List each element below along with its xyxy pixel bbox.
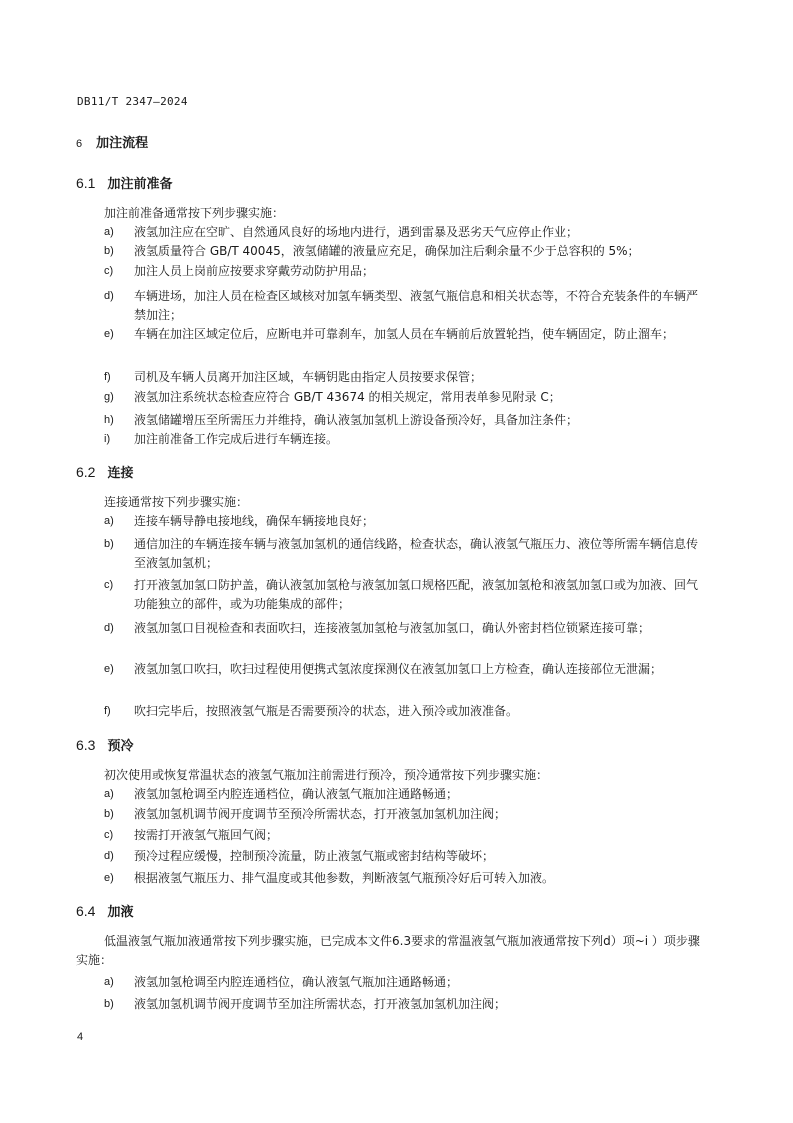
- item-label: f): [104, 371, 111, 383]
- item-text: 司机及车辆人员离开加注区域，车辆钥匙由指定人员按要求保管；: [134, 370, 483, 384]
- item-text: 液氢加氢枪调至内腔连通档位，确认液氢气瓶加注通路畅通；: [134, 975, 459, 989]
- item-label: c): [104, 829, 114, 841]
- item-text: 加注前准备工作完成后进行车辆连接。: [134, 432, 339, 446]
- item-text: 车辆在加注区域定位后，应断电并可靠刹车，加氢人员在车辆前后放置轮挡，使车辆固定，防止溜车；: [134, 327, 675, 341]
- item-text: 液氢加氢机调节阀开度调节至加注所需状态，打开液氢加氢机加注阀；: [134, 997, 507, 1011]
- heading-title: 加液: [107, 905, 134, 920]
- document-code: DB11/T 2347—2024: [77, 95, 188, 108]
- page-number: 4: [77, 1031, 84, 1043]
- item-text: 根据液氢气瓶压力、排气温度或其他参数，判断液氢气瓶预冷好后可转入加液。: [134, 871, 555, 885]
- list-item: [104, 785, 700, 804]
- item-label: g): [104, 391, 114, 403]
- list-item: [104, 826, 700, 845]
- item-text: 吹扫完毕后，按照液氢气瓶是否需要预冷的状态，进入预冷或加液准备。: [134, 704, 519, 718]
- item-label: d): [104, 850, 114, 862]
- item-label: i): [104, 433, 111, 445]
- list-item: [104, 702, 700, 721]
- item-text: 通信加注的车辆连接车辆与液氢加氢机的通信线路，检查状态，确认液氢气瓶压力、液位等所需车辆信息传至液氢加氢机；: [134, 537, 699, 570]
- item-label: c): [104, 579, 114, 591]
- item-label: a): [104, 788, 114, 800]
- item-text: 预冷过程应缓慢，控制预冷流量，防止液氢气瓶或密封结构等破坏；: [134, 849, 495, 863]
- heading-6-4: [76, 901, 133, 920]
- item-label: h): [104, 414, 114, 426]
- list-item: [104, 535, 700, 573]
- list-item: [104, 619, 700, 638]
- list-item: [104, 262, 700, 281]
- section-title: 加注流程: [96, 136, 149, 151]
- list-item: [104, 660, 700, 679]
- heading-6-1: [76, 173, 172, 192]
- item-text: 液氢质量符合 GB/T 40045，液氢储罐的液量应充足，确保加注后剩余量不少于总容积的 5%；: [134, 244, 640, 258]
- list-item: [104, 223, 700, 242]
- intro-6-3: 初次使用或恢复常温状态的液氢气瓶加注前需进行预冷，预冷通常按下列步骤实施：: [104, 768, 549, 782]
- item-label: e): [104, 328, 114, 340]
- list-item: [104, 388, 700, 407]
- item-label: b): [104, 245, 114, 257]
- list-item: [104, 512, 700, 531]
- item-label: e): [104, 872, 114, 884]
- heading-6-3: [76, 735, 133, 754]
- section-number: 6: [76, 138, 83, 150]
- item-text: 液氢储罐增压至所需压力并维持，确认液氢加氢机上游设备预冷好，具备加注条件；: [134, 413, 579, 427]
- list-item: [104, 805, 700, 824]
- list-item: [104, 576, 700, 614]
- list-item: [104, 869, 700, 888]
- heading-number: 6.1: [76, 175, 96, 191]
- item-text: 打开液氢加氢口防护盖，确认液氢加氢枪与液氢加氢口规格匹配，液氢加氢枪和液氢加氢口或为加液、回气功能独立的部件，或为功能集成的部件；: [134, 578, 699, 611]
- item-label: d): [104, 622, 114, 634]
- list-item: [104, 287, 700, 325]
- heading-title: 连接: [107, 466, 134, 481]
- list-item: [104, 430, 700, 449]
- item-label: a): [104, 976, 114, 988]
- item-label: b): [104, 538, 114, 550]
- list-item: [104, 242, 700, 261]
- item-text: 液氢加氢口吹扫，吹扫过程使用便携式氢浓度探测仪在液氢加氢口上方检查，确认连接部位无泄漏；: [134, 662, 663, 676]
- heading-title: 预冷: [107, 739, 134, 754]
- item-text: 连接车辆导静电接地线，确保车辆接地良好；: [134, 514, 375, 528]
- item-text: 液氢加氢枪调至内腔连通档位，确认液氢气瓶加注通路畅通；: [134, 787, 459, 801]
- item-text: 液氢加氢机调节阀开度调节至预冷所需状态，打开液氢加氢机加注阀；: [134, 807, 507, 821]
- list-item: [104, 411, 700, 430]
- list-item: [104, 995, 700, 1014]
- section-6-heading: [76, 132, 148, 151]
- heading-number: 6.2: [76, 464, 96, 480]
- intro-6-1: 加注前准备通常按下列步骤实施：: [104, 206, 285, 220]
- item-label: a): [104, 515, 114, 527]
- list-item: [104, 325, 700, 344]
- list-item: [104, 973, 700, 992]
- item-label: d): [104, 290, 114, 302]
- item-text: 车辆进场，加注人员在检查区域核对加氢车辆类型、液氢气瓶信息和相关状态等，不符合充装条件的车辆严禁加注；: [134, 289, 699, 322]
- item-label: e): [104, 663, 114, 675]
- heading-6-2: [76, 462, 133, 481]
- item-label: b): [104, 998, 114, 1010]
- item-text: 液氢加注系统状态检查应符合 GB/T 43674 的相关规定，常用表单参见附录 C；: [134, 390, 561, 404]
- intro-6-4: 低温液氢气瓶加液通常按下列步骤实施，已完成本文件6.3要求的常温液氢气瓶加液通常按下列d）项~i ）项步骤实施：: [76, 934, 700, 967]
- heading-number: 6.3: [76, 737, 96, 753]
- item-text: 加注人员上岗前应按要求穿戴劳动防护用品；: [134, 264, 375, 278]
- heading-title: 加注前准备: [107, 177, 173, 192]
- item-label: a): [104, 226, 114, 238]
- list-item: [104, 847, 700, 866]
- item-text: 液氢加注应在空旷、自然通风良好的场地内进行，遇到雷暴及恶劣天气应停止作业；: [134, 225, 579, 239]
- item-label: c): [104, 265, 114, 277]
- item-text: 按需打开液氢气瓶回气阀；: [134, 828, 279, 842]
- list-item: [104, 368, 700, 387]
- intro-6-2: 连接通常按下列步骤实施：: [104, 495, 249, 509]
- heading-number: 6.4: [76, 903, 96, 919]
- item-label: b): [104, 808, 114, 820]
- item-text: 液氢加氢口目视检查和表面吹扫，连接液氢加氢枪与液氢加氢口，确认外密封档位锁紧连接可靠；: [134, 621, 651, 635]
- item-label: f): [104, 705, 111, 717]
